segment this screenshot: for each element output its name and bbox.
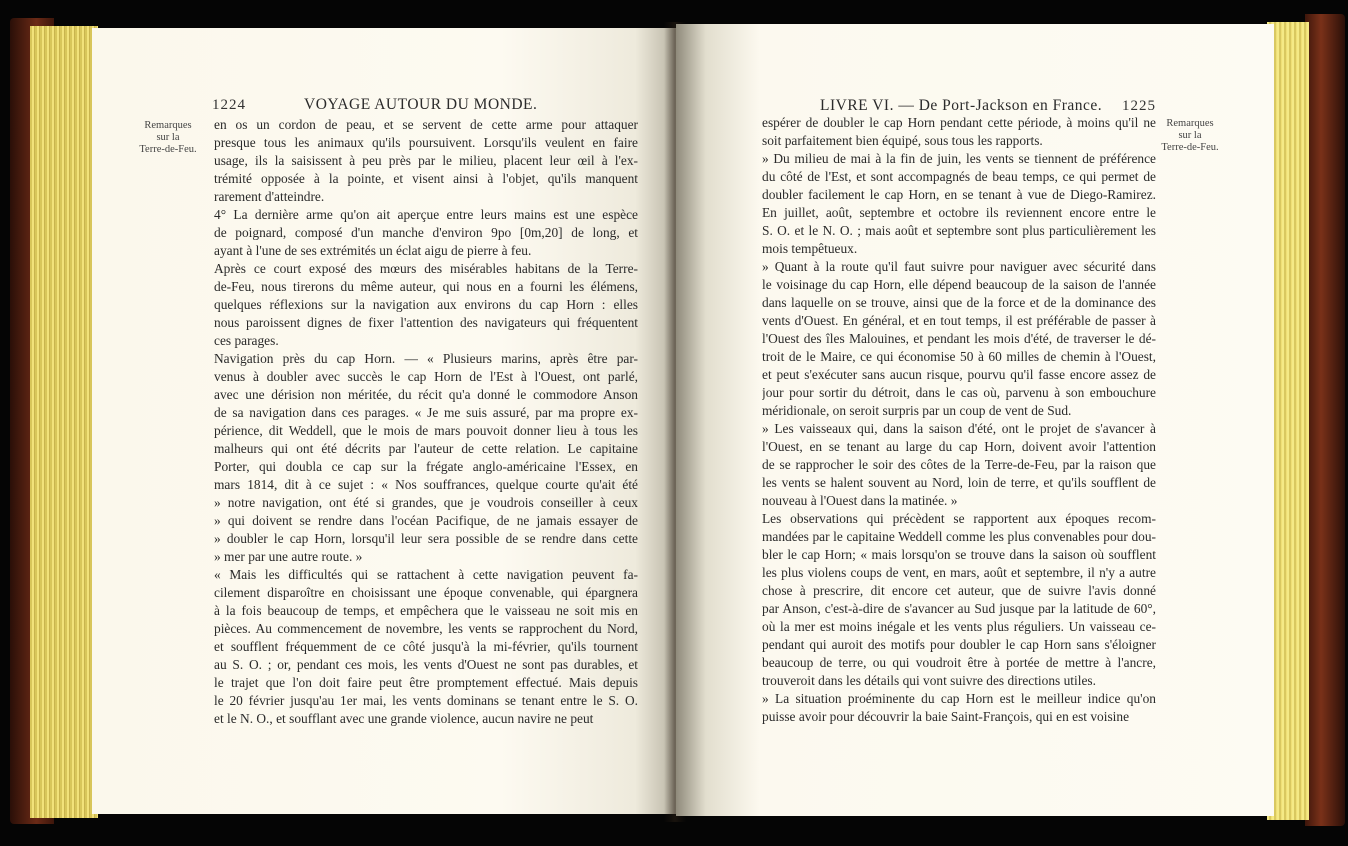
text-line: de se rapprocher le soir des côtes de la Terre-de-Feu, par la raison que — [762, 457, 1156, 472]
text-line: » La situation proéminente du cap Horn est le meilleur indice qu'on — [762, 691, 1156, 706]
text-line: et peut s'exécuter sans aucun risque, pourvu qu'il fasse encore assez de — [762, 367, 1156, 382]
text-line: de sa navigation dans ces parages. « Je me suis assuré, par ma propre ex- — [214, 405, 638, 420]
text-line: » notre navigation, ont été si grandes, que je voudrois conseiller à ceux — [214, 495, 638, 510]
text-line: soit parfaitement bien équipé, sous tous les rapports. — [762, 133, 1043, 148]
text-line: » Les vaisseaux qui, dans la saison d'été, ont le projet de s'avancer à — [762, 421, 1156, 436]
text-line: presque tous les animaux qu'ils poursuivent. Lorsqu'ils veulent en faire — [214, 135, 638, 150]
text-line: ayant à l'une de ses extrémités un éclat aigu de pierre à feu. — [214, 243, 532, 258]
text-line: de poignard, composé d'un manche d'environ 9po [0m,20] de long, et — [214, 225, 638, 240]
text-line: Les observations qui précèdent se rapportent aux époques recom- — [762, 511, 1156, 526]
left-page — [92, 28, 676, 814]
text-line: Après ce court exposé des mœurs des misérables habitans de la Terre- — [214, 261, 638, 276]
text-line: mars 1814, dit à ce sujet : « Nos souffrances, quelque courte qu'ait été — [214, 477, 638, 492]
text-line: En juillet, août, septembre et octobre ils reviennent encore entre le — [762, 205, 1156, 220]
side-note-left — [136, 120, 200, 156]
side-note-line: sur la — [156, 132, 180, 143]
right-page — [676, 24, 1274, 816]
side-note-line: Terre-de-Feu. — [1161, 142, 1219, 153]
text-line: bler le cap Horn; « mais lorsqu'on se trouve dans la saison où soufflent — [762, 547, 1156, 562]
text-line: « Mais les difficultés qui se rattachent à cette navigation peuvent fa- — [214, 567, 638, 582]
text-line: » Du milieu de mai à la fin de juin, les vents se tiennent de préférence — [762, 151, 1156, 166]
text-line: en os un cordon de peau, et se servent de cette arme pour attaquer — [214, 117, 638, 132]
text-line: chose à prescrire, dit encore cet auteur, que de suivre l'avis donné — [762, 583, 1156, 598]
text-line: vents d'Ouest. En général, et en tout temps, il est préférable de passer à — [762, 313, 1156, 328]
text-line: nous paroissent dignes de fixer l'attention des navigateurs qui fréquentent — [214, 315, 638, 330]
text-line: doubler facilement le cap Horn, en se tenant à vue de Diego-Ramirez. — [762, 187, 1156, 202]
text-line: venus à doubler avec succès le cap Horn de l'Est à l'Ouest, ont parlé, — [214, 369, 638, 384]
body-text-left — [214, 116, 638, 728]
text-line: rarement d'atteindre. — [214, 189, 325, 204]
side-note-right — [1158, 118, 1222, 154]
text-line: » mer par une autre route. » — [214, 549, 363, 564]
text-line: S. O. et le N. O. ; mais août et septembre sont plus particulièrement les — [762, 223, 1156, 238]
text-line: dans laquelle on se trouve, ainsi que de la force et de la dominance des — [762, 295, 1156, 310]
text-line: Navigation près du cap Horn. — « Plusieurs marins, après être par- — [214, 351, 638, 366]
text-line: nouveau à l'Ouest dans la matinée. » — [762, 493, 958, 508]
side-note-line: Remarques — [1166, 118, 1214, 129]
text-line: trouveroit dans les détails qui vont suivre des directions utiles. — [762, 673, 1096, 688]
text-line: les vents se halent souvent au Nord, loin de terre, et qu'ils soufflent de — [762, 475, 1156, 490]
text-line: périence, dit Weddell, que le mois de mars pouvoit donner lieu à tous les — [214, 423, 638, 438]
text-line: cilement disparoître en choisissant une époque convenable, qui épargnera — [214, 585, 638, 600]
text-line: pendant qui auroit des motifs pour doubler le cap Horn sans s'éloigner — [762, 637, 1156, 652]
page-edges-left — [30, 26, 98, 818]
text-line: pièces. Au commencement de novembre, les vents se rapprochent du Nord, — [214, 621, 638, 636]
text-line: ces parages. — [214, 333, 279, 348]
text-line: jour pour sortir du détroit, dans le cas où, parvenu à son embouchure — [762, 385, 1156, 400]
text-line: au S. O. ; or, pendant ces mois, les vents d'Ouest ne sont pas durables, et — [214, 657, 638, 672]
page-number-left: 1224 — [212, 97, 246, 113]
text-line: du côté de l'Est, et sont accompagnés de beau temps, ce qui permet de — [762, 169, 1156, 184]
text-line: usage, ils la saisissent à peu près par le milieu, placent leur œil à l'ex- — [214, 153, 638, 168]
running-head-right: LIVRE VI. — De Port-Jackson en France. — [820, 97, 1103, 114]
text-line: troit de le Maire, ce qui économise 50 à 60 milles de chemin à l'Ouest, — [762, 349, 1156, 364]
text-line: le voisinage du cap Horn, elle dépend beaucoup de la saison de l'année — [762, 277, 1156, 292]
body-text-right — [762, 114, 1156, 726]
text-line: et le N. O., et soufflant avec une grande violence, aucun navire ne peut — [214, 711, 594, 726]
text-line: espérer de doubler le cap Horn pendant cette période, à moins qu'il ne — [762, 115, 1156, 130]
text-line: où la mer est moins inégale et les vents plus réguliers. Un vaisseau ce- — [762, 619, 1156, 634]
text-line: le trajet que l'on doit faire peut être promptement effectué. Mais depuis — [214, 675, 638, 690]
side-note-line: Remarques — [144, 120, 192, 131]
running-head-left: VOYAGE AUTOUR DU MONDE. — [304, 96, 538, 113]
text-line: l'Ouest des îles Malouines, et pendant les mois d'été, de traverser le dé- — [762, 331, 1156, 346]
text-line: » Quant à la route qu'il faut suivre pour naviguer avec sécurité dans — [762, 259, 1156, 274]
text-line: avec une dérision non méritée, du récit qu'a donné le commodore Anson — [214, 387, 638, 402]
text-line: mois tempêtueux. — [762, 241, 858, 256]
text-line: par Anson, c'est-à-dire de s'avancer au Sud jusque par la latitude de 60°, — [762, 601, 1156, 616]
text-line: l'Ouest, en se tenant au large du cap Horn, doivent avoir l'attention — [762, 439, 1156, 454]
text-line: quelques réflexions sur la navigation aux environs du cap Horn : elles — [214, 297, 638, 312]
text-line: puisse avoir pour découvrir la baie Saint-François, qui en est voisine — [762, 709, 1130, 724]
text-line: le 20 février jusqu'au 1er mai, les vents dominans se tenant entre le S. O. — [214, 693, 638, 708]
text-line: malheurs qui ont été décrits par l'auteur de cette relation. Le capitaine — [214, 441, 638, 456]
text-line: Porter, qui doubla ce cap sur la frégate anglo-américaine l'Essex, en — [214, 459, 638, 474]
text-line: et soufflent fréquemment de ce côté jusqu'à la mi-février, qu'ils tournent — [214, 639, 638, 654]
text-line: » qui doivent se rendre dans l'océan Pacifique, de ne jamais essayer de — [214, 513, 638, 528]
page-number-right: 1225 — [1122, 98, 1156, 114]
text-line: les plus violens coups de vent, en mars, août et septembre, il n'y a autre — [762, 565, 1156, 580]
text-line: à la fois beaucoup de temps, et empêchera que le vaisseau ne soit mis en — [214, 603, 638, 618]
text-line: 4° La dernière arme qu'on ait aperçue entre leurs mains est une espèce — [214, 207, 638, 222]
text-line: de-Feu, nous tirerons du même auteur, qui nous en a fourni les élémens, — [214, 279, 638, 294]
side-note-line: Terre-de-Feu. — [139, 144, 197, 155]
text-line: mandées par le capitaine Weddell comme les plus convenables pour dou- — [762, 529, 1156, 544]
text-line: » doubler le cap Horn, lorsqu'il leur sera possible de se rendre dans cette — [214, 531, 638, 546]
text-line: trémité opposée à la pointe, et visent ainsi à l'objet, qu'ils manquent — [214, 171, 638, 186]
text-line: beaucoup de terre, ou qui voudroit être à portée de mettre à l'ancre, — [762, 655, 1156, 670]
book-cover-right — [1305, 14, 1345, 826]
text-line: méridionale, on seroit surpris par un coup de vent de Sud. — [762, 403, 1072, 418]
side-note-line: sur la — [1178, 130, 1202, 141]
